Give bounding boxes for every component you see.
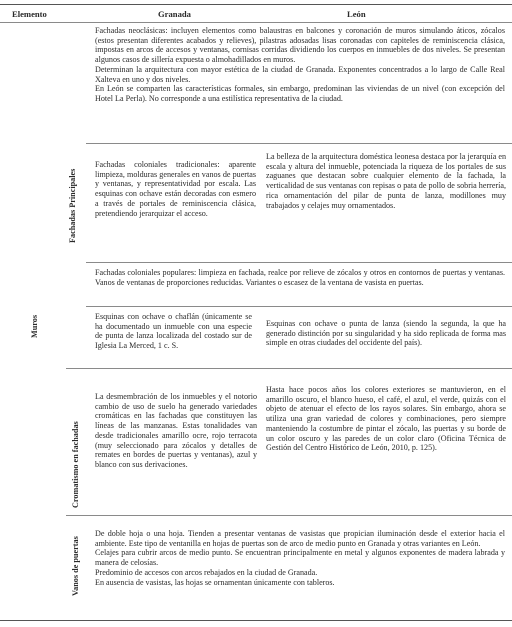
fachadas-coloniales-populares: Fachadas coloniales populares: limpieza en fachada, realce por relieve de zócalos y otros en contornos de puertas y ventanas. Vanos de ventanas de proporciones reducidas. Variantes o escasez de la ventana de vasista en puertas. [95, 268, 505, 287]
granada-variedades-cromaticas: La desmembración de los inmuebles y el notorio cambio de uso de suelo ha generado variedades cromáticas en las fachadas que constituyen las líneas de las manzanas. Estas tonalidades van desde tradicionales amarillo ocre, rojo terracota (muy seleccionado para zócalos y detalles de remates en bordes de puertas y ventanas), azul y blanco con sus derivaciones. [95, 392, 257, 469]
celajes-paragraph: Celajes para cubrir arcos de medio punto. Se encuentran principalmente en metal y algunos exponentes de madera labrada y manera de celosías. [95, 548, 505, 568]
row-divider [86, 262, 512, 263]
granada-coloniales-tradicionales: Fachadas coloniales tradicionales: aparente limpieza, molduras generales en vanos de puertas y ventanas, y representatividad por escala. Las esquinas con ochave están decoradas con esmero a través de portales de reminiscencia clásica, pretendiendo jerarquizar el acceso. [95, 160, 256, 218]
leon-arquitectura-domestica: La belleza de la arquitectura doméstica leonesa destaca por la jerarquía en escala y altura del inmueble, potenciada la riqueza de los portales de sus zaguanes que destacan sobre cualquier elemento de la fachada, la verticalidad de sus ventanas con repisas o pata de pollo de sobria herrería, rica ornamentación del pilar de punta de lanza, modillones muy trabajados y celajes muy ornamentados. [266, 152, 506, 210]
label-fachadas-principales: Fachadas Principales [68, 168, 77, 243]
row-divider [66, 515, 512, 516]
header-elemento: Elemento [12, 9, 47, 19]
label-cromatismo: Cromatismo en fachadas [71, 421, 80, 508]
ausencia-vasistas-paragraph: En ausencia de vasistas, las hojas se ornamentan únicamente con tableros. [95, 577, 335, 587]
row-divider [66, 368, 512, 369]
header-leon: León [347, 9, 366, 19]
header-bottom-border [0, 22, 512, 23]
table-bottom-border [0, 620, 512, 621]
predominio-paragraph: Predominio de accesos con arcos rebajados en la ciudad de Granada. [95, 567, 318, 577]
row-divider [86, 143, 512, 144]
leon-esquinas-punta-lanza: Esquinas con ochave o punta de lanza (siendo la segunda, la que ha generado distinción por su singularidad y ha sido replicada de forma mas simple en otras ciudades del occidente del país). [266, 319, 506, 348]
label-vanos-puertas: Vanos de puertas [71, 536, 80, 596]
label-muros: Muros [30, 314, 39, 338]
neoclasicas-paragraph: Fachadas neoclásicas: incluyen elementos como balaustras en balcones y coronación de muros simulando áticos, zócalos (estos presentan diferentes acabados y relieves), pilastras adosadas lisas coronadas con capiteles de reminiscencia clásica, impostas en arcos de accesos y ventanas, cornisas corridas dividiendo los cuerpos en inmuebles de dos niveles. Se presentan algunos casos de sillería expuesta o almohadillados en muros. [95, 26, 505, 65]
granada-esquinas-ochave: Esquinas con ochave o chaflán (únicamente se ha documentado un inmueble con una especie de punta de lanza localizada del costado sur de Iglesia La Merced, 1 c. S. [95, 312, 252, 351]
vanos-puertas-text [95, 529, 505, 587]
leon-comparten-paragraph: En León se comparten las características formales, sin embargo, predominan las viviendas de un nivel (con excepción del Hotel La Perla). No corresponde a una estilística representativa de la ciudad. [95, 84, 505, 103]
row-divider [86, 306, 512, 307]
table-top-border [0, 4, 512, 5]
header-granada: Granada [158, 9, 191, 19]
leon-colores-exteriores: Hasta hace pocos años los colores exteriores se mantuvieron, en el amarillo oscuro, el blanco hueso, el café, el azul, el verde, quizás con el objeto de atenuar el efecto de los rayos solares. Sin embargo, ahora se utiliza una gran variedad de colores y combinaciones, pero siempre manteniendo la costumbre de pintar el zócalo, las puertas y su borde de un color oscuro y las paredes de un color claro (Oficina Técnica de Gestión del Centro Histórico de León, 2010, p. 125). [266, 385, 506, 453]
granada-determinan-paragraph: Determinan la arquitectura con mayor estética de la ciudad de Granada. Exponentes concentrados a lo largo de Calle Real Xalteva en uno y dos niveles. [95, 64, 505, 84]
fachadas-neoclasicas-text [95, 26, 505, 104]
doble-hoja-paragraph: De doble hoja o una hoja. Tienden a presentar ventanas de vasistas que propician iluminación desde el exterior hacia el ambiente. Este tipo de ventanilla en hojas de puertas son de arco de medio punto en Granada y otras variantes en León. [95, 529, 505, 548]
